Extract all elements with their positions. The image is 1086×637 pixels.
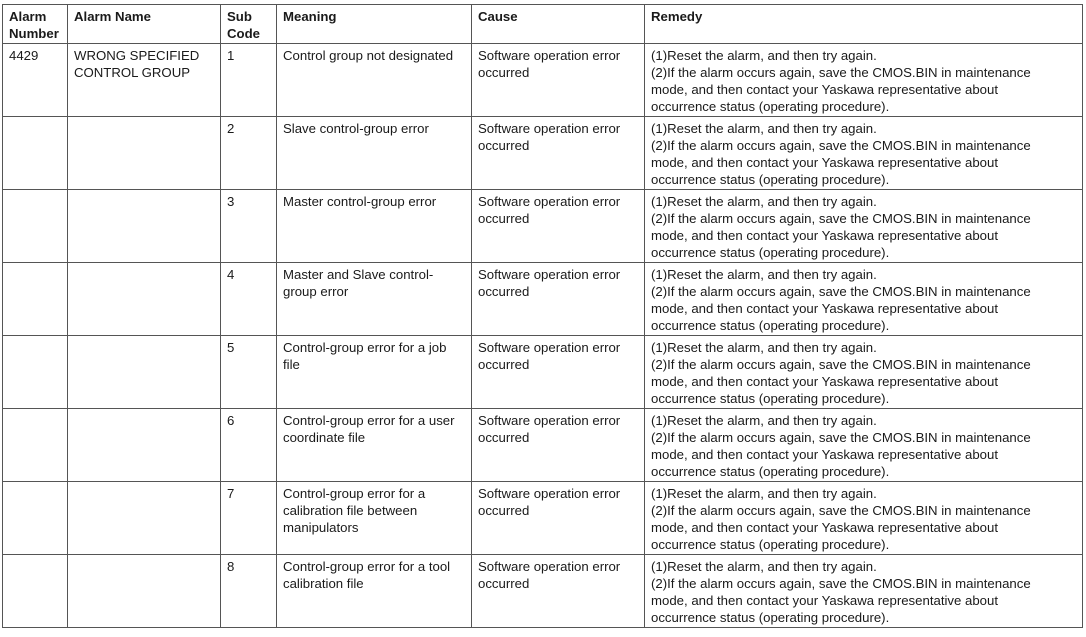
remedy-line: mode, and then contact your Yaskawa representative about [651, 374, 999, 389]
remedy-line: occurrence status (operating procedure). [651, 610, 890, 625]
sub-code-cell: 5 [221, 336, 277, 409]
alarm-number-cell [3, 117, 68, 190]
cause-cell: Software operation error occurred [472, 190, 645, 263]
meaning-cell: Control-group error for a job file [277, 336, 472, 409]
meaning-cell: Slave control-group error [277, 117, 472, 190]
header-alarm-number-line2: Number [9, 26, 59, 41]
table-row [3, 117, 1083, 190]
remedy-line: (2)If the alarm occurs again, save the CMOS.BIN in maintenance [651, 576, 1031, 591]
header-row [3, 5, 1083, 44]
table-row [3, 336, 1083, 409]
header-alarm-name: Alarm Name [68, 5, 221, 44]
header-alarm-number-line1: Alarm [9, 9, 47, 24]
remedy-line: (1)Reset the alarm, and then try again. [651, 48, 877, 63]
table-row [3, 555, 1083, 628]
cause-cell: Software operation error occurred [472, 117, 645, 190]
remedy-line: (1)Reset the alarm, and then try again. [651, 559, 877, 574]
remedy-line: (2)If the alarm occurs again, save the CMOS.BIN in maintenance [651, 65, 1031, 80]
table-row [3, 263, 1083, 336]
remedy-cell [645, 482, 1083, 555]
remedy-line: mode, and then contact your Yaskawa representative about [651, 301, 999, 316]
remedy-line: mode, and then contact your Yaskawa representative about [651, 228, 999, 243]
alarm-name-cell [68, 263, 221, 336]
remedy-line: occurrence status (operating procedure). [651, 99, 890, 114]
cause-cell: Software operation error occurred [472, 482, 645, 555]
remedy-line: mode, and then contact your Yaskawa representative about [651, 447, 999, 462]
remedy-line: occurrence status (operating procedure). [651, 318, 890, 333]
table-header [3, 5, 1083, 44]
sub-code-cell: 1 [221, 44, 277, 117]
meaning-cell: Control-group error for a tool calibration file [277, 555, 472, 628]
header-sub-code [221, 5, 277, 44]
cause-cell: Software operation error occurred [472, 336, 645, 409]
alarm-name-cell [68, 336, 221, 409]
cause-cell: Software operation error occurred [472, 555, 645, 628]
sub-code-cell: 8 [221, 555, 277, 628]
table-row [3, 190, 1083, 263]
meaning-cell: Master and Slave control-group error [277, 263, 472, 336]
table-row [3, 482, 1083, 555]
remedy-line: (1)Reset the alarm, and then try again. [651, 340, 877, 355]
header-remedy: Remedy [645, 5, 1083, 44]
remedy-line: (2)If the alarm occurs again, save the CMOS.BIN in maintenance [651, 503, 1031, 518]
remedy-line: (2)If the alarm occurs again, save the CMOS.BIN in maintenance [651, 357, 1031, 372]
alarm-table-container [2, 4, 1083, 628]
table-body [3, 44, 1083, 628]
remedy-cell [645, 409, 1083, 482]
remedy-line: (2)If the alarm occurs again, save the CMOS.BIN in maintenance [651, 430, 1031, 445]
remedy-line: (1)Reset the alarm, and then try again. [651, 486, 877, 501]
alarm-number-cell [3, 555, 68, 628]
sub-code-cell: 3 [221, 190, 277, 263]
sub-code-cell: 4 [221, 263, 277, 336]
remedy-cell [645, 263, 1083, 336]
sub-code-cell: 6 [221, 409, 277, 482]
alarm-name-cell [68, 117, 221, 190]
header-cause: Cause [472, 5, 645, 44]
remedy-line: occurrence status (operating procedure). [651, 464, 890, 479]
alarm-name-cell [68, 409, 221, 482]
table-row [3, 409, 1083, 482]
remedy-line: mode, and then contact your Yaskawa representative about [651, 155, 999, 170]
remedy-line: (2)If the alarm occurs again, save the CMOS.BIN in maintenance [651, 211, 1031, 226]
alarm-number-cell [3, 482, 68, 555]
alarm-name-cell [68, 555, 221, 628]
remedy-cell [645, 190, 1083, 263]
meaning-cell: Control group not designated [277, 44, 472, 117]
meaning-cell: Control-group error for a calibration file between manipulators [277, 482, 472, 555]
meaning-cell: Master control-group error [277, 190, 472, 263]
alarm-table [2, 4, 1083, 628]
remedy-line: occurrence status (operating procedure). [651, 391, 890, 406]
remedy-cell [645, 555, 1083, 628]
cause-cell: Software operation error occurred [472, 263, 645, 336]
remedy-line: (1)Reset the alarm, and then try again. [651, 121, 877, 136]
cause-cell: Software operation error occurred [472, 409, 645, 482]
remedy-line: occurrence status (operating procedure). [651, 172, 890, 187]
sub-code-cell: 7 [221, 482, 277, 555]
header-meaning: Meaning [277, 5, 472, 44]
cause-cell: Software operation error occurred [472, 44, 645, 117]
alarm-name-cell [68, 190, 221, 263]
meaning-cell: Control-group error for a user coordinate file [277, 409, 472, 482]
alarm-name-cell: WRONG SPECIFIED CONTROL GROUP [68, 44, 221, 117]
remedy-line: occurrence status (operating procedure). [651, 245, 890, 260]
remedy-line: mode, and then contact your Yaskawa representative about [651, 520, 999, 535]
remedy-line: (1)Reset the alarm, and then try again. [651, 267, 877, 282]
alarm-number-cell [3, 190, 68, 263]
remedy-line: mode, and then contact your Yaskawa representative about [651, 593, 999, 608]
remedy-line: (2)If the alarm occurs again, save the CMOS.BIN in maintenance [651, 138, 1031, 153]
remedy-line: (1)Reset the alarm, and then try again. [651, 194, 877, 209]
remedy-cell [645, 336, 1083, 409]
remedy-cell [645, 44, 1083, 117]
alarm-number-cell [3, 409, 68, 482]
alarm-name-cell [68, 482, 221, 555]
header-sub-code-line1: Sub [227, 9, 252, 24]
table-row [3, 44, 1083, 117]
alarm-number-cell: 4429 [3, 44, 68, 117]
remedy-line: (2)If the alarm occurs again, save the CMOS.BIN in maintenance [651, 284, 1031, 299]
alarm-number-cell [3, 263, 68, 336]
alarm-number-cell [3, 336, 68, 409]
header-alarm-number [3, 5, 68, 44]
remedy-line: (1)Reset the alarm, and then try again. [651, 413, 877, 428]
header-sub-code-line2: Code [227, 26, 260, 41]
remedy-line: mode, and then contact your Yaskawa representative about [651, 82, 999, 97]
sub-code-cell: 2 [221, 117, 277, 190]
remedy-line: occurrence status (operating procedure). [651, 537, 890, 552]
remedy-cell [645, 117, 1083, 190]
